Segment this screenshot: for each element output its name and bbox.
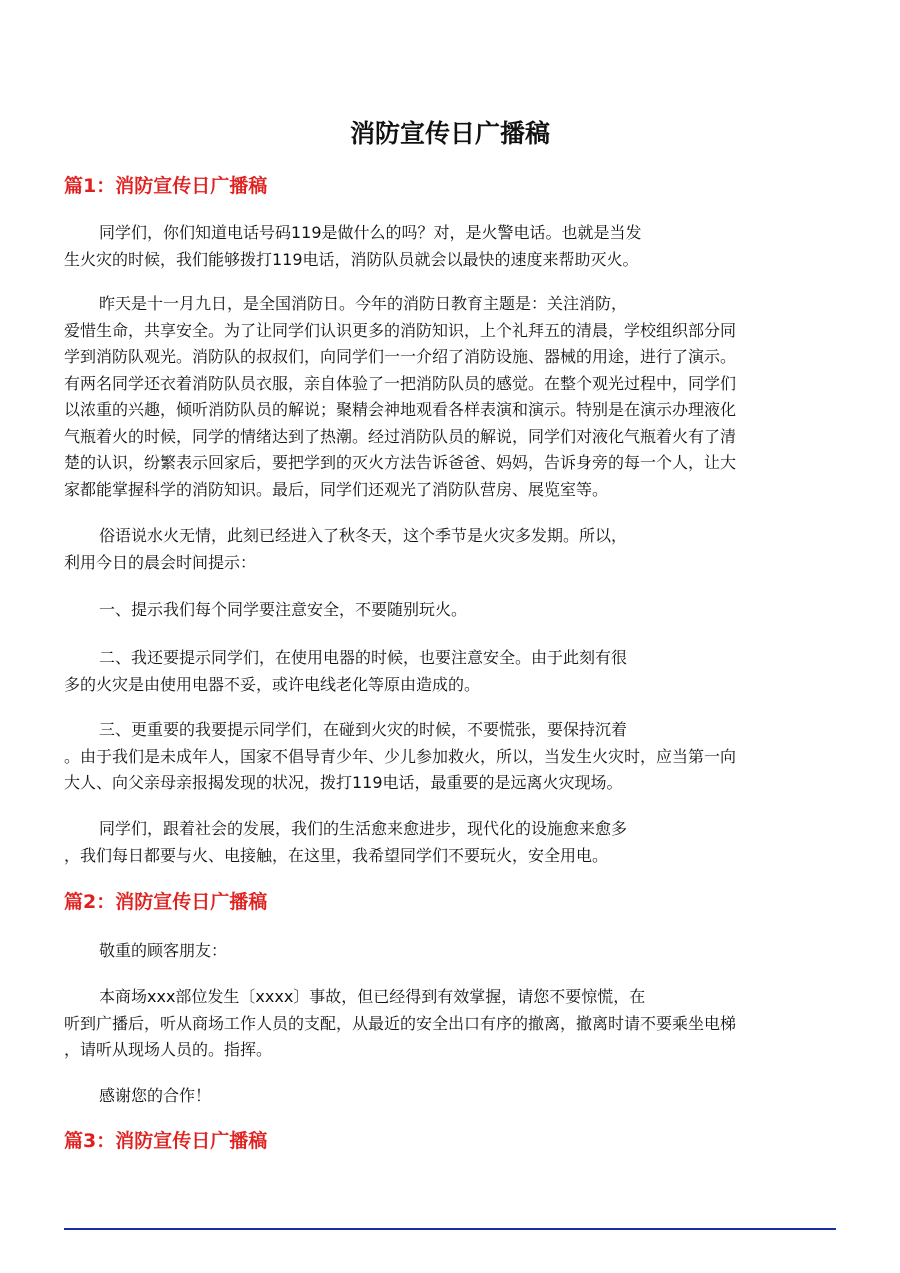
paragraph-line: 有两名同学还衣着消防队员衣服，亲自体验了一把消防队员的感觉。在整个观光过程中，同学们 (64, 373, 737, 393)
paragraph-line: 三、更重要的我要提示同学们，在碰到火灾的时候，不要慌张，要保持沉着 (99, 720, 628, 739)
paragraph-line: 多的火灾是由使用电器不妥，或许电线老化等原由造成的。 (64, 674, 481, 694)
paragraph (64, 597, 836, 624)
paragraph-line: 昨天是十一月九日，是全国消防日。今年的消防日教育主题是：关注消防， (99, 294, 628, 313)
paragraph-line: 俗语说水火无情，此刻已经进入了秋冬天，这个季节是火灾多发期。所以， (99, 526, 628, 545)
paragraph-line: 学到消防队观光。消防队的叔叔们，向同学们一一介绍了消防设施、器械的用途，进行了演示。 (64, 347, 737, 366)
paragraph-line: 气瓶着火的时候，同学的情绪达到了热潮。经过消防队员的解说，同学们对液化气瓶着火有了清 (64, 426, 737, 446)
document-title: 消防宣传日广播稿 (349, 119, 550, 148)
paragraph (64, 938, 836, 965)
paragraph (64, 523, 836, 576)
paragraph-line: ，请听从现场人员的。指挥。 (64, 1040, 273, 1059)
paragraph-line: 大人、向父亲母亲报揭发现的状况，拨打119电话，最重要的是远离火灾现场。 (64, 773, 623, 792)
paragraph (64, 1083, 836, 1110)
paragraph-line: 。由于我们是未成年人，国家不倡导青少年、少儿参加救火，所以，当发生火灾时，应当第一向 (64, 746, 737, 766)
paragraph (64, 291, 836, 503)
paragraph (64, 645, 836, 698)
paragraph (64, 984, 836, 1064)
section-heading-2: 篇2：消防宣传日广播稿 (64, 891, 268, 913)
paragraph-line: 家都能掌握科学的消防知识。最后，同学们还观光了消防队营房、展览室等。 (64, 479, 609, 499)
paragraph (64, 220, 836, 273)
paragraph-line: 一、提示我们每个同学要注意安全，不要随别玩火。 (99, 600, 468, 619)
paragraph-line: 感谢您的合作！ (99, 1086, 212, 1105)
footer-rule (64, 1228, 836, 1230)
paragraph-line: 本商场xxx部位发生〔xxxx〕事故，但已经得到有效掌握，请您不要惊慌，在 (99, 987, 646, 1006)
paragraph-line: 听到广播后，听从商场工作人员的支配，从最近的安全出口有序的撤离，撤离时请不要乘坐电梯 (64, 1013, 737, 1033)
paragraph (64, 717, 836, 797)
paragraph-line: 敬重的顾客朋友： (99, 941, 228, 960)
paragraph-line: 利用今日的晨会时间提示： (64, 552, 257, 572)
paragraph-line: 二、我还要提示同学们，在使用电器的时候，也要注意安全。由于此刻有很 (99, 648, 628, 667)
section-heading-3: 篇3：消防宣传日广播稿 (64, 1130, 268, 1152)
paragraph-line: 同学们，你们知道电话号码119是做什么的吗？对，是火警电话。也就是当发 (99, 223, 642, 242)
paragraph-line: 同学们，跟着社会的发展，我们的生活愈来愈进步，现代化的设施愈来愈多 (99, 819, 628, 838)
paragraph-line: 生火灾的时候，我们能够拨打119电话，消防队员就会以最快的速度来帮助灭火。 (64, 249, 639, 269)
section-heading-1: 篇1：消防宣传日广播稿 (64, 175, 268, 197)
paragraph-line: 以浓重的兴趣，倾听消防队员的解说；聚精会神地观看各样表演和演示。特别是在演示办理液化 (64, 400, 737, 419)
paragraph-line: ，我们每日都要与火、电接触，在这里，我希望同学们不要玩火，安全用电。 (64, 845, 609, 865)
paragraph (64, 816, 836, 869)
paragraph-line: 楚的认识，纷繁表示回家后，要把学到的灭火方法告诉爸爸、妈妈，告诉身旁的每一个人，让大 (64, 453, 737, 472)
paragraph-line: 爱惜生命，共享安全。为了让同学们认识更多的消防知识，上个礼拜五的清晨，学校组织部分同 (64, 320, 737, 340)
